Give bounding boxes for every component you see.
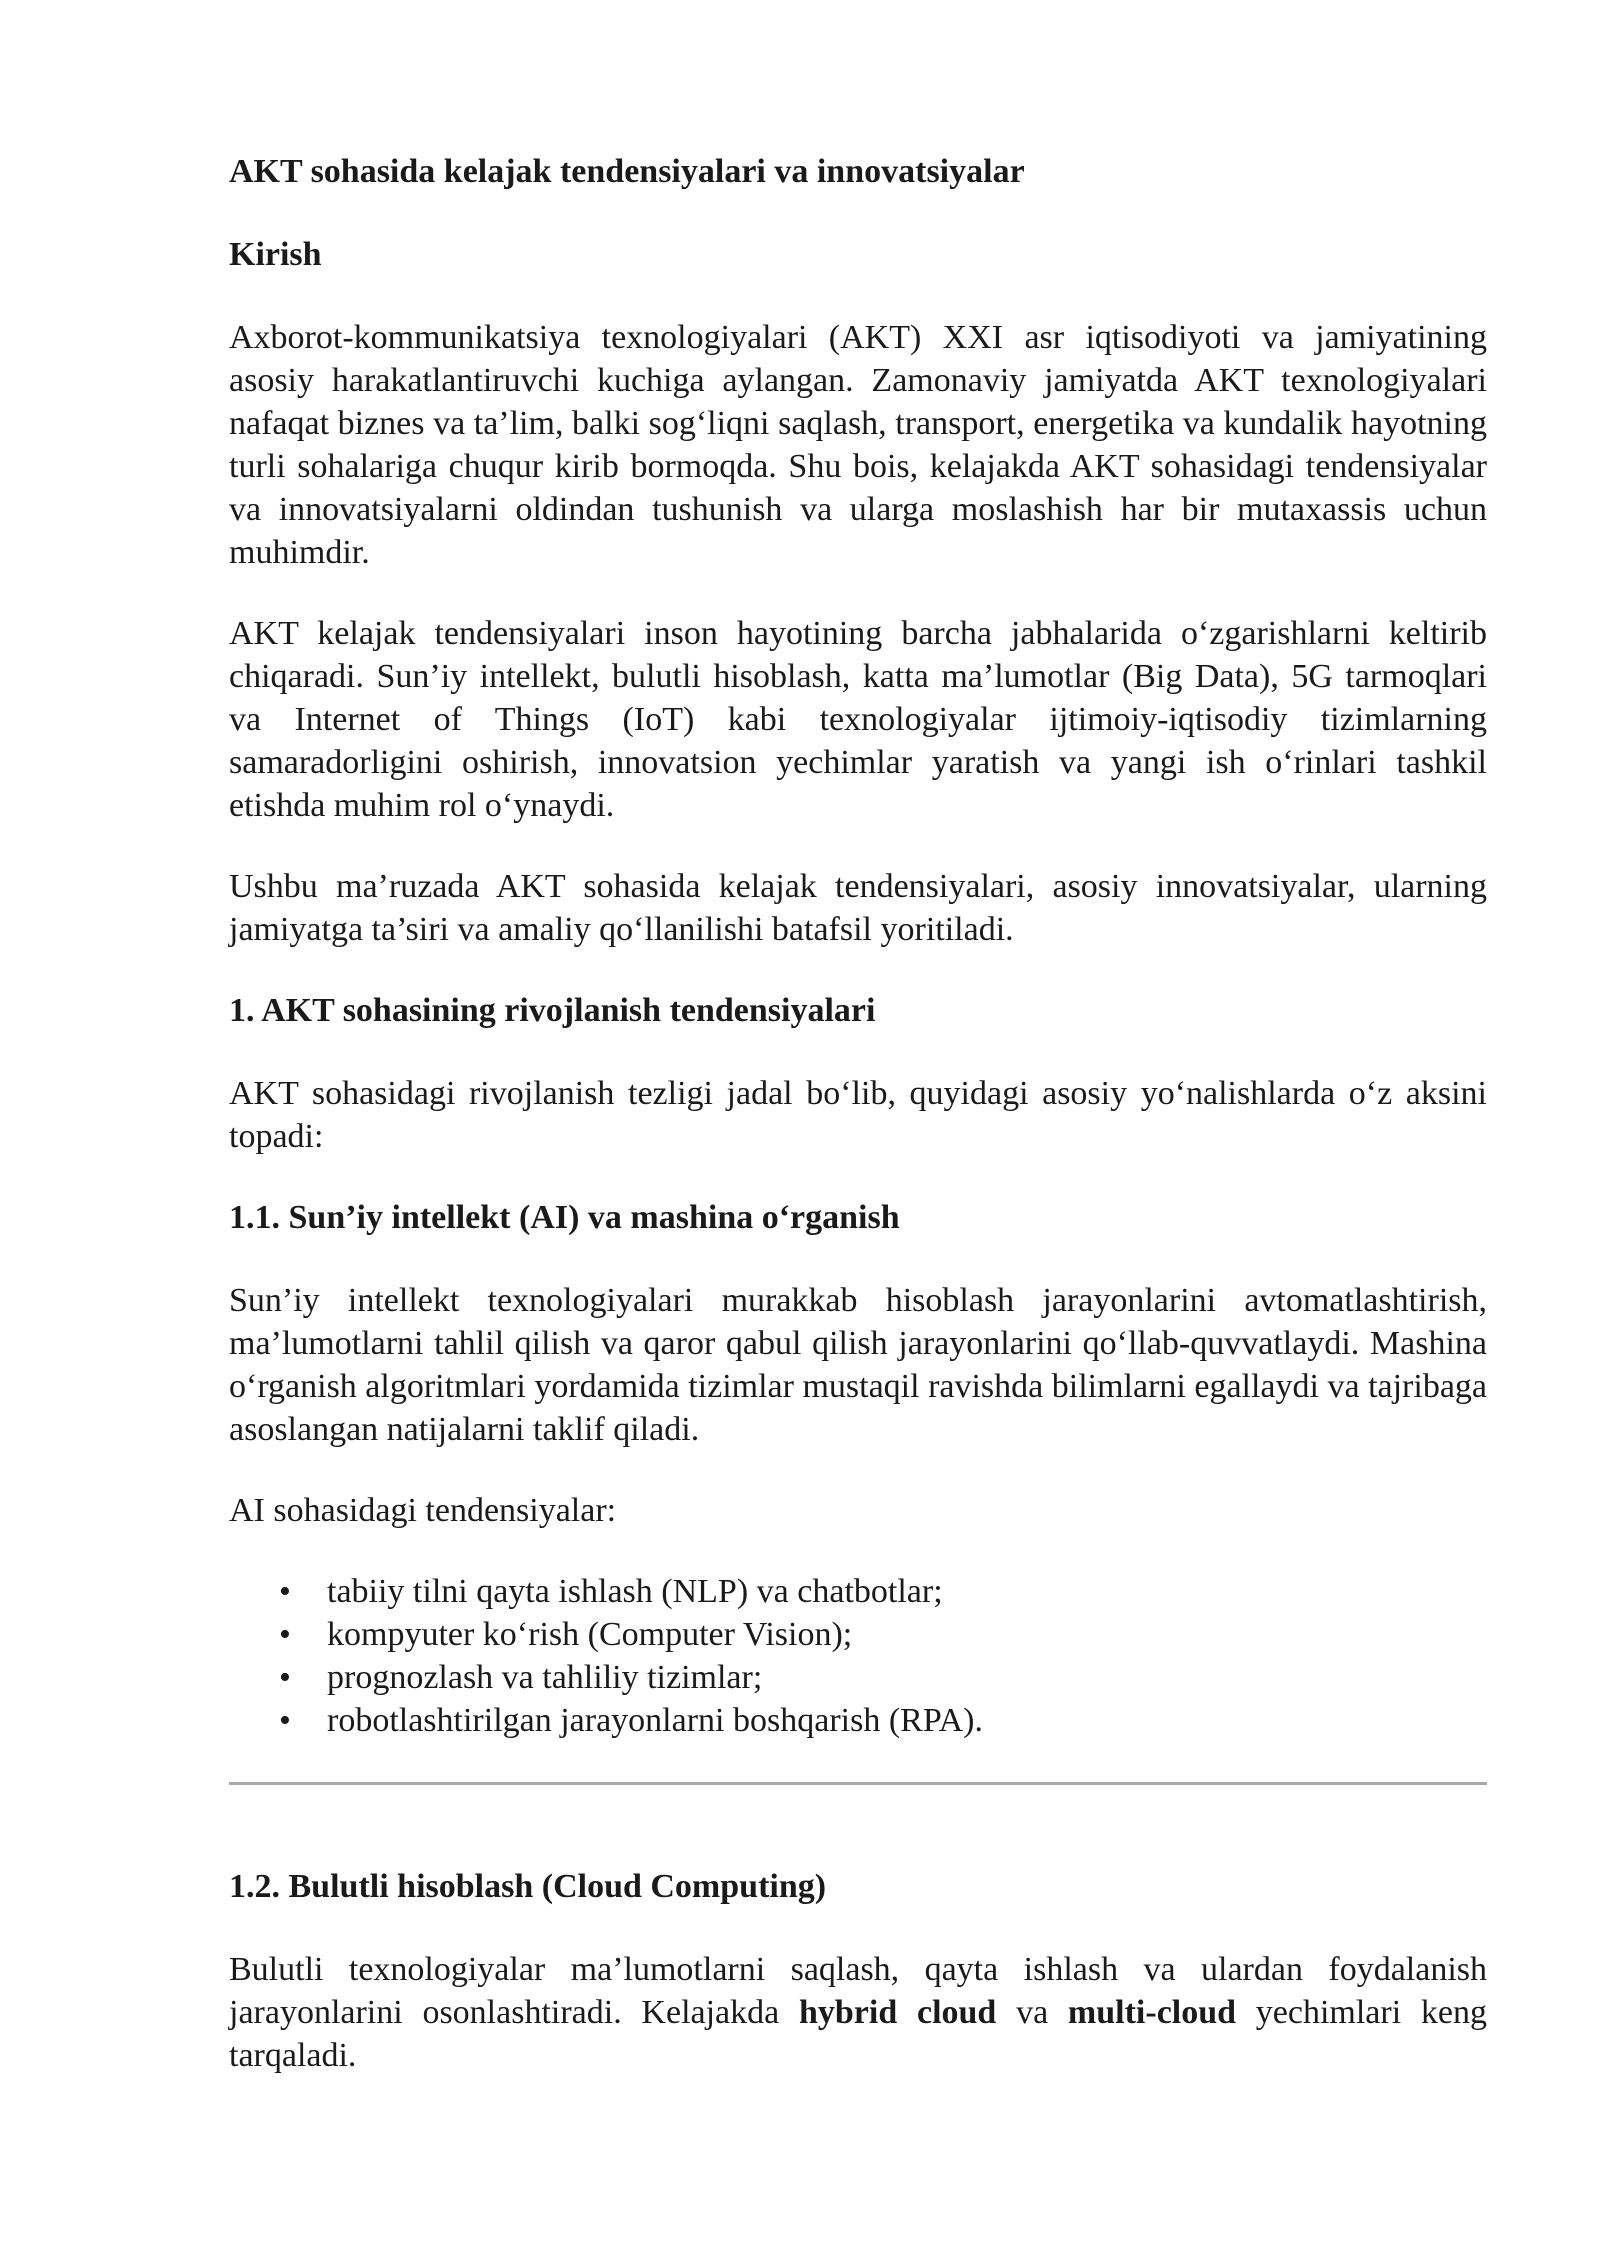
list-item (279, 1613, 1487, 1656)
horizontal-divider (229, 1782, 1487, 1785)
list-item-text: kompyuter ko‘rish (Computer Vision); (327, 1616, 853, 1653)
list-item (279, 1570, 1487, 1613)
section-1-2-text-part-2: va (996, 1994, 1068, 2031)
multi-cloud-term: multi-cloud (1067, 1994, 1237, 2031)
section-1-2-text-part-1: Bulutli texnologiyalar ma’lumotlarni saqlash, qayta ishlash va ulardan foydalanish jarayonlarini osonlashtiradi. Kelajakda (229, 1951, 1487, 2031)
list-item-text: tabiiy tilni qayta ishlash (NLP) va chatbotlar; (327, 1573, 943, 1610)
intro-paragraph-2: AKT kelajak tendensiyalari inson hayotining barcha jabhalarida o‘zgarishlarni keltirib chiqaradi. Sun’iy intellekt, bulutli hisoblash, katta ma’lumotlar (Big Data), 5G tarmoqlari va Internet of Things (IoT) kabi texnologiyalar ijtimoiy-iqtisodiy tizimlarning samaradorligini oshirish, innovatsion yechimlar yaratish va yangi ish o‘rinlari tashkil etishda muhim rol o‘ynaydi. (229, 615, 1487, 824)
ai-trends-list (229, 1570, 1487, 1742)
section-1-2-paragraph (229, 1948, 1487, 2077)
intro-paragraph-1: Axborot-kommunikatsiya texnologiyalari (AKT) XXI asr iqtisodiyoti va jamiyatining asosiy harakatlantiruvchi kuchiga aylangan. Zamonaviy jamiyatda AKT texnologiyalari nafaqat biznes va ta’lim, balki sog‘liqni saqlash, transport, energetika va kundalik hayotning turli sohalariga chuqur kirib bormoqda. Shu bois, kelajakda AKT sohasidagi tendensiyalar va innovatsiyalarni oldindan tushunish va ularga moslashish har bir mutaxassis uchun muhimdir. (229, 319, 1487, 571)
list-item-text: prognozlash va tahliliy tizimlar; (327, 1659, 763, 1696)
bullet-icon: • (279, 1702, 291, 1739)
section-1-1-heading: 1.1. Sun’iy intellekt (AI) va mashina o‘rganish (229, 1199, 900, 1236)
bullet-icon: • (279, 1659, 291, 1696)
section-1-paragraph: AKT sohasidagi rivojlanish tezligi jadal bo‘lib, quyidagi asosiy yo‘nalishlarda o‘z aksini topadi: (229, 1075, 1487, 1155)
section-1-heading: 1. AKT sohasining rivojlanish tendensiyalari (229, 992, 876, 1029)
bullet-icon: • (279, 1573, 291, 1610)
list-item (279, 1656, 1487, 1699)
section-1-1-paragraph: Sun’iy intellekt texnologiyalari murakkab hisoblash jarayonlarini avtomatlashtirish, ma’lumotlarni tahlil qilish va qaror qabul qilish jarayonlarini qo‘llab-quvvatlaydi. Mashina o‘rganish algoritmlari yordamida tizimlar mustaqil ravishda bilimlarni egallaydi va tajribaga asoslangan natijalarni taklif qiladi. (229, 1282, 1487, 1448)
intro-paragraph-3: Ushbu ma’ruzada AKT sohasida kelajak tendensiyalari, asosiy innovatsiyalar, ularning jamiyatga ta’siri va amaliy qo‘llanilishi batafsil yoritiladi. (229, 868, 1487, 948)
list-item (279, 1699, 1487, 1742)
ai-trends-list-intro: AI sohasidagi tendensiyalar: (229, 1492, 617, 1529)
document-title: AKT sohasida kelajak tendensiyalari va innovatsiyalar (229, 153, 1025, 190)
intro-heading: Kirish (229, 236, 322, 273)
section-1-2-heading: 1.2. Bulutli hisoblash (Cloud Computing) (229, 1868, 827, 1905)
bullet-icon: • (279, 1616, 291, 1653)
section-1-2-text-part-3: yechimlari keng tarqaladi. (229, 1994, 1487, 2074)
document-page (229, 150, 1487, 2115)
hybrid-cloud-term: hybrid cloud (798, 1994, 997, 2031)
list-item-text: robotlashtirilgan jarayonlarni boshqarish (RPA). (327, 1702, 983, 1739)
